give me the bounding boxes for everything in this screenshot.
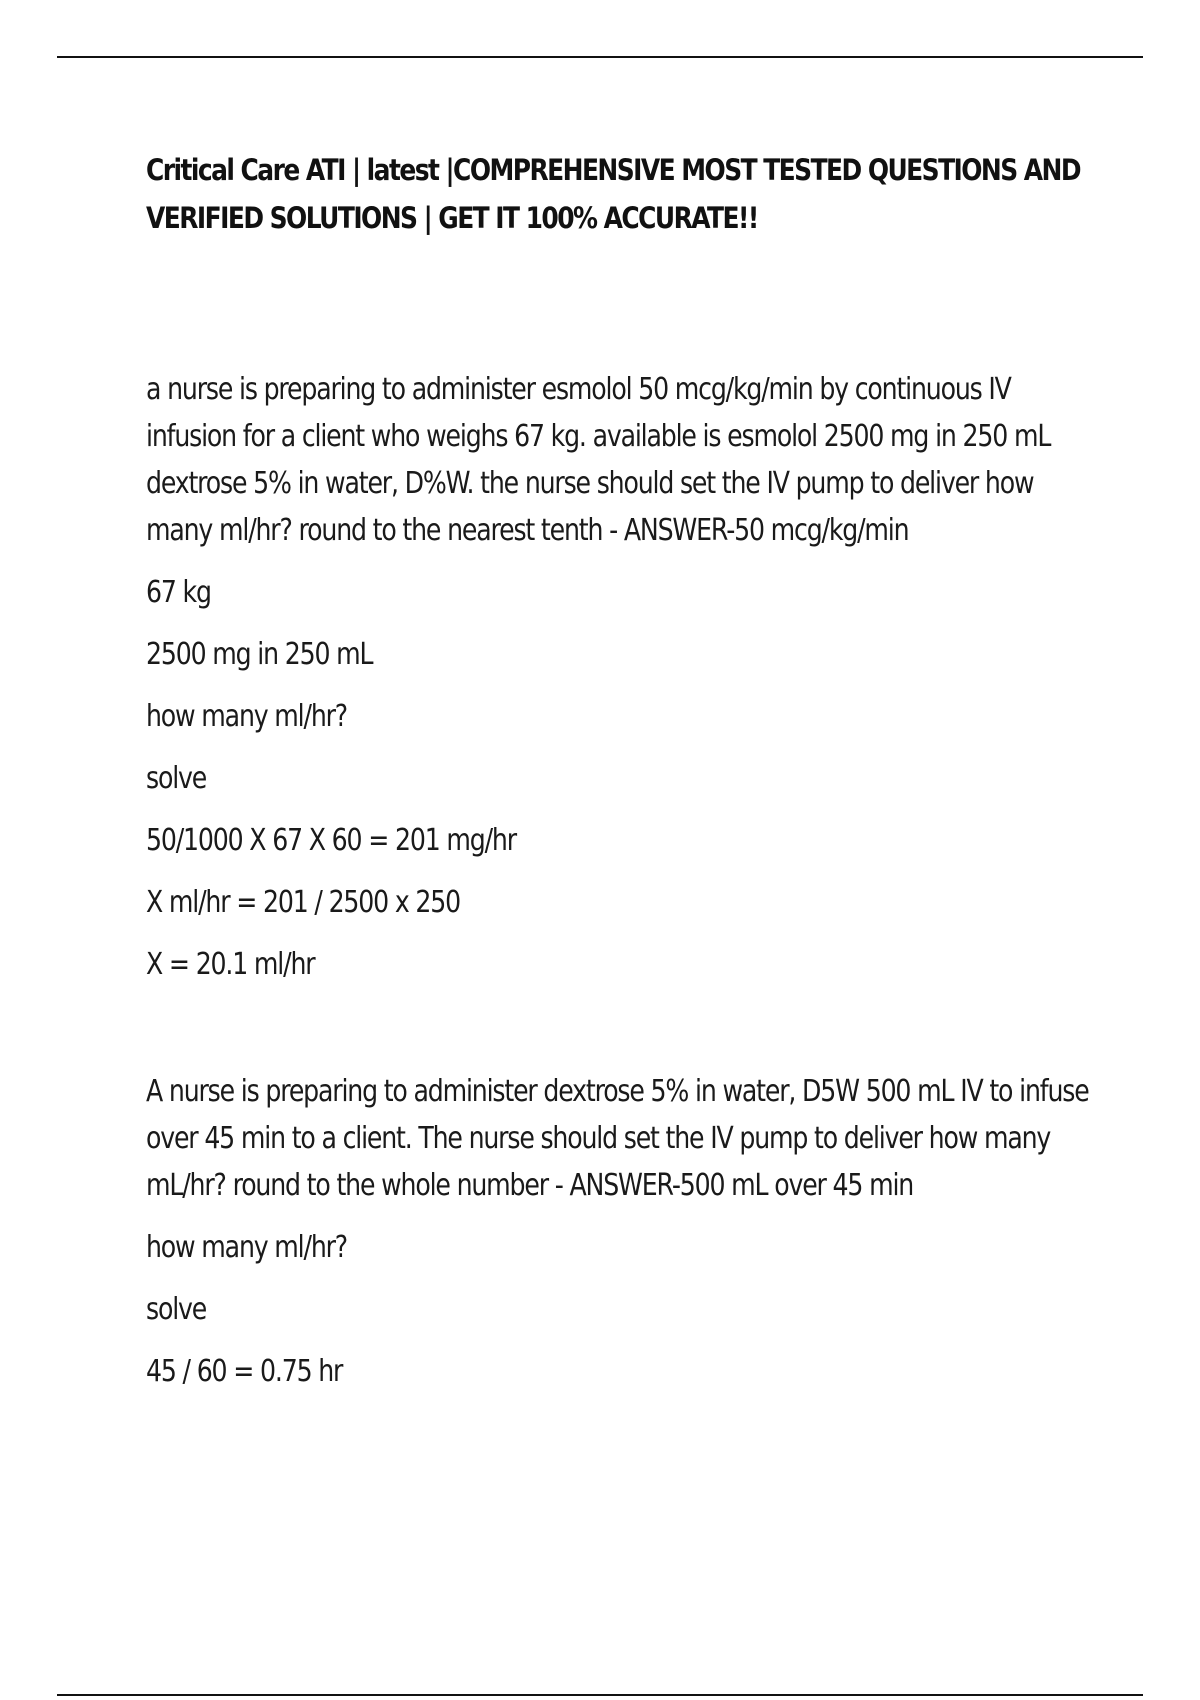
question-block-1: [146, 366, 1087, 988]
question-line: dextrose 5% in water, D%W. the nurse should set the IV pump to deliver how: [146, 466, 1034, 501]
footer-rule: [57, 1694, 1143, 1696]
answer-line: solve: [146, 1292, 207, 1327]
question-line: infusion for a client who weighs 67 kg. available is esmolol 2500 mg in 250 mL: [146, 419, 1051, 454]
answer-line: X = 20.1 ml/hr: [146, 947, 315, 982]
question-text: [146, 366, 1087, 554]
header-rule: [57, 56, 1143, 58]
question-line: A nurse is preparing to administer dextrose 5% in water, D5W 500 mL IV to infuse: [146, 1074, 1089, 1109]
question-line: many ml/hr? round to the nearest tenth - ANSWER-50 mcg/kg/min: [146, 513, 909, 548]
title-line: Critical Care ATI | latest |COMPREHENSIVE MOST TESTED QUESTIONS AND: [146, 153, 1081, 187]
question-line: a nurse is preparing to administer esmolol 50 mcg/kg/min by continuous IV: [146, 372, 1011, 407]
answer-line: how many ml/hr?: [146, 1230, 348, 1265]
title-line: VERIFIED SOLUTIONS | GET IT 100% ACCURATE!!: [146, 201, 758, 235]
page-title: [146, 146, 1081, 242]
answer-line: 50/1000 X 67 X 60 = 201 mg/hr: [146, 823, 516, 858]
question-line: mL/hr? round to the whole number - ANSWER-500 mL over 45 min: [146, 1168, 914, 1203]
answer-line: how many ml/hr?: [146, 699, 348, 734]
answer-line: 45 / 60 = 0.75 hr: [146, 1354, 343, 1389]
answer-line: 67 kg: [146, 575, 211, 610]
answer-line: 2500 mg in 250 mL: [146, 637, 373, 672]
answer-line: X ml/hr = 201 / 2500 x 250: [146, 885, 460, 920]
question-block-2: [146, 1068, 1087, 1395]
answer-line: solve: [146, 761, 207, 796]
question-text: [146, 1068, 1087, 1209]
question-line: over 45 min to a client. The nurse should set the IV pump to deliver how many: [146, 1121, 1051, 1156]
